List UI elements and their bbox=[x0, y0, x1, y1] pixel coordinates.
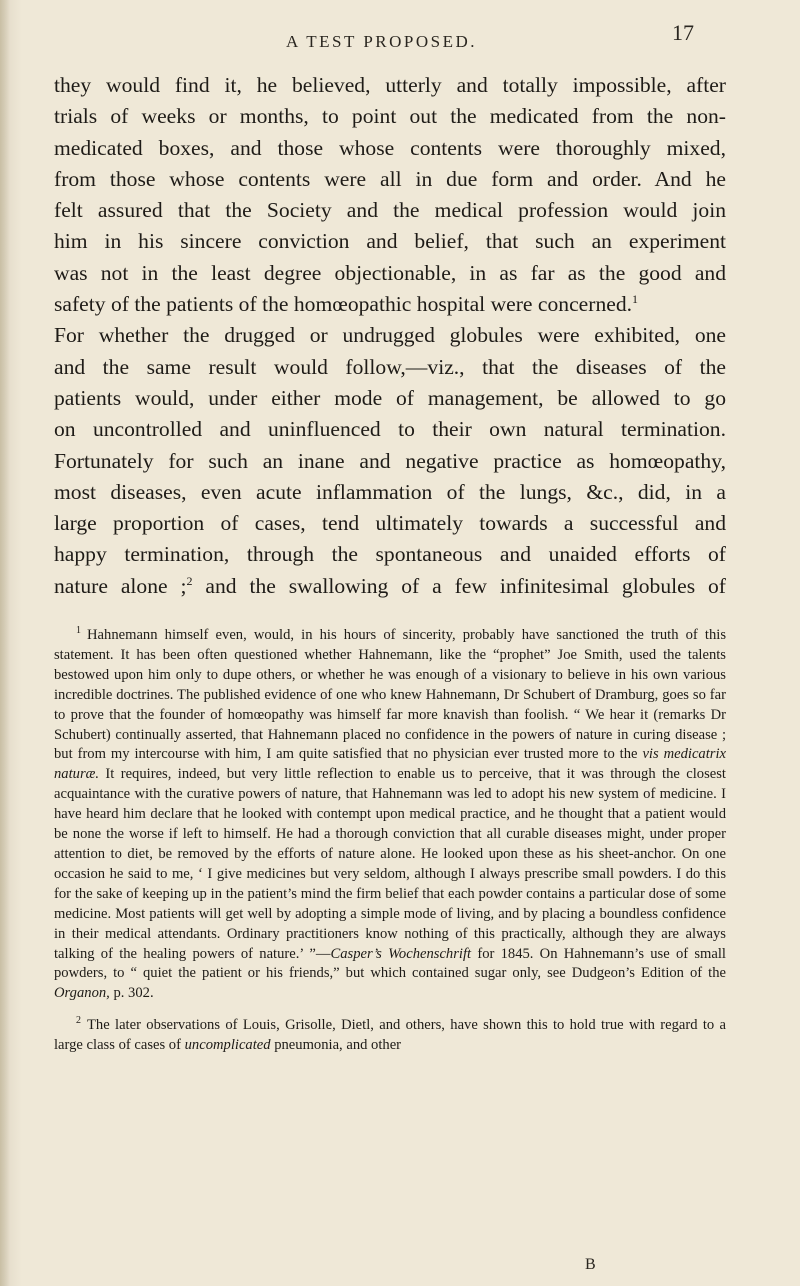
footnote-text: $^1$ Hahnemann himself even, would, in his hours of sincerity, probably have sanctioned the truth of this statement. It has been often questioned whether Hahnemann, like the “prophet” Joe Smith, used the talents bestowed upon him only to dupe others, or whether he was enough of a visionary to believe in his own various incredible doctrines. The published evidence of one who knew Hahnemann, Dr Schubert of Dramburg, goes so far to prove that the founder of homœopathy was himself far more knavish than foolish. “ We hear it (remarks Dr Schubert) continually asserted, that Hahnemann placed no confidence in the powers of nature in curing disease ; but from my intercourse with him, I am quite satisfied that no physician ever trusted more to the vis medicatrix naturæ. It requires, indeed, but very little reflection to enable us to perceive, that it was through the closest acquaintance with the curative powers of nature, that Hahnemann was led to adopt his new system of medicine. I have heard him declare that he looked with contempt upon medical practice, and he thought that a patient would be none the worse if left to himself. He had a thorough conviction that all curable diseases might, under proper attention to diet, be removed by the efforts of nature alone. He looked upon these as his sheet-anchor. On one occasion he said to me, ‘ I give medicines but very seldom, although I always prescribe small powders. I do this for the sake of keeping up in the patient’s mind the firm belief that each powder contains a particular dose of some medicine. Most patients will get well by adopting a simple mode of living, and by placing a boundless confidence in their medical attendants. Ordinary practitioners know nothing of this practically, although they are always talking of the healing powers of nature.’ ”—Casper’s Wochenschrift for 1845. On Hahnemann’s use of small powders, to “ quiet the patient or his friends,” but which contained sugar only, see Dudgeon’s Edition of the Organon, p. 302. bbox=[54, 625, 726, 1002]
text-line: patients would, under either mode of management, be allowed to go bbox=[54, 385, 726, 410]
text-line: him in his sincere conviction and belief, that such an experiment bbox=[54, 229, 726, 254]
text-line: on uncontrolled and uninfluenced to their own natural termination. bbox=[54, 417, 726, 442]
footnote-text: $^2$ The later observations of Louis, Grisolle, Dietl, and others, have shown this to hold true with regard to a large class of cases of uncomplicated pneumonia, and other bbox=[54, 1015, 726, 1054]
page-header bbox=[0, 20, 800, 50]
footnote-mark: 2 bbox=[76, 1015, 81, 1027]
running-title: A TEST PROPOSED. bbox=[286, 32, 477, 51]
binding-shadow bbox=[0, 0, 10, 1286]
text-line: happy termination, through the spontaneous and unaided efforts of bbox=[54, 542, 726, 567]
footnote-2 bbox=[54, 1016, 726, 1056]
text-line: felt assured that the Society and the medical profession would join bbox=[54, 198, 726, 223]
text-line: medicated boxes, and those whose contents were thoroughly mixed, bbox=[54, 135, 726, 160]
footnote-1 bbox=[54, 626, 726, 1004]
text-line: was not in the least degree objectionable, in as far as the good and bbox=[54, 260, 726, 285]
page-number: 17 bbox=[672, 20, 694, 45]
text-line: they would find it, he believed, utterly and totally impossible, after bbox=[54, 73, 726, 97]
footnote-ref[interactable]: 1 bbox=[632, 291, 639, 306]
text-line: large proportion of cases, tend ultimately towards a successful and bbox=[54, 511, 726, 536]
footnotes bbox=[54, 626, 726, 1056]
text-line: and the same result would follow,—viz., that the diseases of the bbox=[54, 354, 726, 379]
text-line: Fortunately for such an inane and negative practice as homœopathy, bbox=[54, 448, 726, 473]
text-line: most diseases, even acute inflammation of the lungs, &c., did, in a bbox=[54, 479, 726, 504]
footnote-mark: 1 bbox=[76, 625, 81, 637]
text-line: from those whose contents were all in due form and order. And he bbox=[54, 166, 726, 191]
text-line: For whether the drugged or undrugged globules were exhibited, one bbox=[54, 323, 726, 348]
text-line: nature alone ;$^2$ and the swallowing of a few infinitesimal globules of bbox=[54, 573, 726, 598]
main-text bbox=[54, 70, 726, 602]
text-line: safety of the patients of the homœopathic hospital were concerned.$^1$ bbox=[54, 291, 639, 317]
signature-mark: B bbox=[585, 1256, 596, 1273]
footnote-ref[interactable]: 2 bbox=[186, 573, 193, 588]
text-line: trials of weeks or months, to point out the medicated from the non- bbox=[54, 104, 726, 129]
